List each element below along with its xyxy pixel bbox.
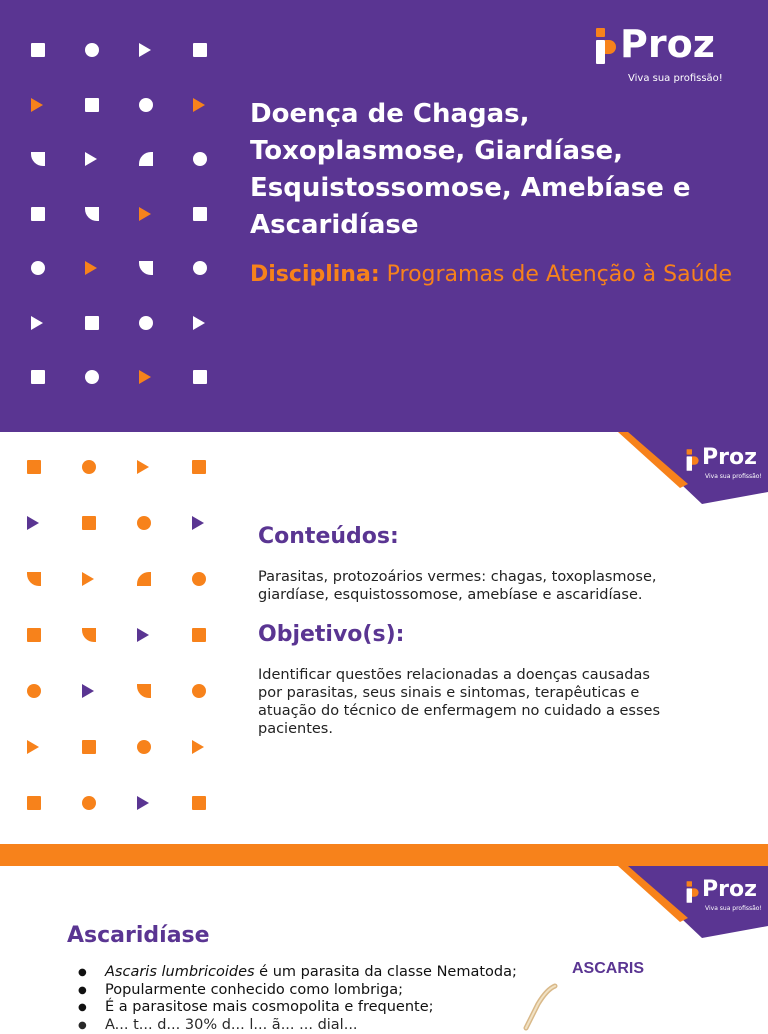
decorative-shape bbox=[82, 796, 96, 810]
objective-text: Identificar questões relacionadas a doenças causadas por parasitas, seus sinais e sintomas, terapêuticas e atuação do técnico de enfermagem no cuidado a esses pacientes. bbox=[258, 666, 668, 738]
decorative-shape bbox=[192, 516, 204, 530]
image-label: ASCARIS bbox=[572, 960, 644, 978]
decorative-shape bbox=[82, 628, 96, 642]
decorative-shape bbox=[27, 740, 39, 754]
decorative-shape bbox=[31, 152, 45, 166]
decorative-shape bbox=[137, 572, 151, 586]
logo-wordmark: Proz bbox=[702, 877, 757, 902]
bullet-text: é um parasita da classe Nematoda; bbox=[255, 964, 517, 980]
proz-logo-icon bbox=[592, 26, 618, 66]
decorative-shape bbox=[27, 460, 41, 474]
bullet-item bbox=[78, 999, 518, 1017]
proz-logo-icon bbox=[684, 448, 700, 472]
bullet-text: A... t... d... 30% d... l... ã... ... dial... bbox=[105, 1017, 358, 1033]
bullet-item bbox=[78, 1017, 518, 1034]
decorative-shape bbox=[85, 316, 99, 330]
decorative-shape bbox=[27, 516, 39, 530]
logo-wordmark: Proz bbox=[620, 22, 715, 66]
decorative-shape bbox=[137, 684, 151, 698]
decorative-shape bbox=[139, 152, 153, 166]
logo-tagline: Viva sua profissão! bbox=[628, 73, 723, 84]
decorative-shape bbox=[27, 628, 41, 642]
title-slide bbox=[0, 0, 768, 432]
decorative-shape bbox=[31, 98, 43, 112]
proz-logo bbox=[592, 26, 732, 88]
contents-heading: Conteúdos: bbox=[258, 524, 399, 549]
decorative-shape bbox=[193, 316, 205, 330]
decorative-shape bbox=[85, 370, 99, 384]
decorative-shape bbox=[192, 740, 204, 754]
decorative-shape bbox=[192, 572, 206, 586]
decorative-shape bbox=[27, 572, 41, 586]
decorative-shape bbox=[193, 261, 207, 275]
ascaridiase-slide bbox=[0, 866, 768, 1024]
decorative-shape bbox=[85, 43, 99, 57]
bullet-italic: Ascaris lumbricoides bbox=[105, 964, 255, 980]
decorative-shape bbox=[85, 98, 99, 112]
decorative-shape bbox=[27, 684, 41, 698]
decorative-shape bbox=[85, 207, 99, 221]
contents-text: Parasitas, protozoários vermes: chagas, toxoplasmose, giardíase, esquistossomose, amebíase e ascaridíase. bbox=[258, 568, 728, 604]
logo-wordmark: Proz bbox=[702, 445, 757, 470]
decorative-shape bbox=[193, 370, 207, 384]
proz-logo bbox=[684, 448, 764, 488]
proz-logo bbox=[684, 880, 764, 920]
decorative-shape bbox=[192, 628, 206, 642]
decorative-shape bbox=[137, 460, 149, 474]
decorative-shape bbox=[31, 261, 45, 275]
bullet-text: É a parasitose mais cosmopolita e frequente; bbox=[105, 999, 434, 1015]
slide-title: Doença de Chagas, Toxoplasmose, Giardíase, Esquistossomose, Amebíase e Ascaridíase bbox=[250, 96, 730, 244]
discipline-label: Disciplina: bbox=[250, 262, 380, 287]
decorative-shape bbox=[137, 628, 149, 642]
decorative-shape bbox=[82, 684, 94, 698]
decorative-shape bbox=[193, 152, 207, 166]
contents-slide bbox=[0, 432, 768, 844]
bullet-list bbox=[78, 964, 518, 1034]
decorative-shape bbox=[85, 152, 97, 166]
bullet-item bbox=[78, 964, 518, 982]
proz-logo-icon bbox=[684, 880, 700, 904]
decorative-shape bbox=[192, 460, 206, 474]
discipline-value: Programas de Atenção à Saúde bbox=[387, 262, 732, 287]
decorative-shape bbox=[139, 207, 151, 221]
slide-divider-bar bbox=[0, 844, 768, 866]
decorative-shape bbox=[137, 740, 151, 754]
decorative-shape bbox=[31, 316, 43, 330]
ascaris-worm-image bbox=[522, 984, 562, 1028]
decorative-shape bbox=[193, 207, 207, 221]
decorative-shape bbox=[192, 796, 206, 810]
decorative-shape bbox=[137, 796, 149, 810]
bullet-item bbox=[78, 982, 518, 1000]
decorative-shape bbox=[85, 261, 97, 275]
decorative-shape bbox=[193, 98, 205, 112]
decorative-shape bbox=[31, 370, 45, 384]
decorative-shape bbox=[139, 316, 153, 330]
decorative-shape bbox=[27, 796, 41, 810]
decorative-shape bbox=[31, 207, 45, 221]
section-heading: Ascaridíase bbox=[67, 923, 210, 948]
decorative-shape bbox=[137, 516, 151, 530]
decorative-shape bbox=[139, 43, 151, 57]
logo-tagline: Viva sua profissão! bbox=[705, 473, 762, 480]
decorative-shape bbox=[82, 460, 96, 474]
decorative-shape bbox=[139, 370, 151, 384]
decorative-shape bbox=[82, 572, 94, 586]
decorative-shape bbox=[139, 98, 153, 112]
bullet-text: Popularmente conhecido como lombriga; bbox=[105, 982, 403, 998]
decorative-shape bbox=[193, 43, 207, 57]
decorative-shape bbox=[139, 261, 153, 275]
logo-tagline: Viva sua profissão! bbox=[705, 905, 762, 912]
decorative-shape bbox=[82, 740, 96, 754]
discipline-line bbox=[250, 262, 750, 287]
decorative-shape bbox=[82, 516, 96, 530]
decorative-shape bbox=[192, 684, 206, 698]
objective-heading: Objetivo(s): bbox=[258, 622, 404, 647]
decorative-shape bbox=[31, 43, 45, 57]
